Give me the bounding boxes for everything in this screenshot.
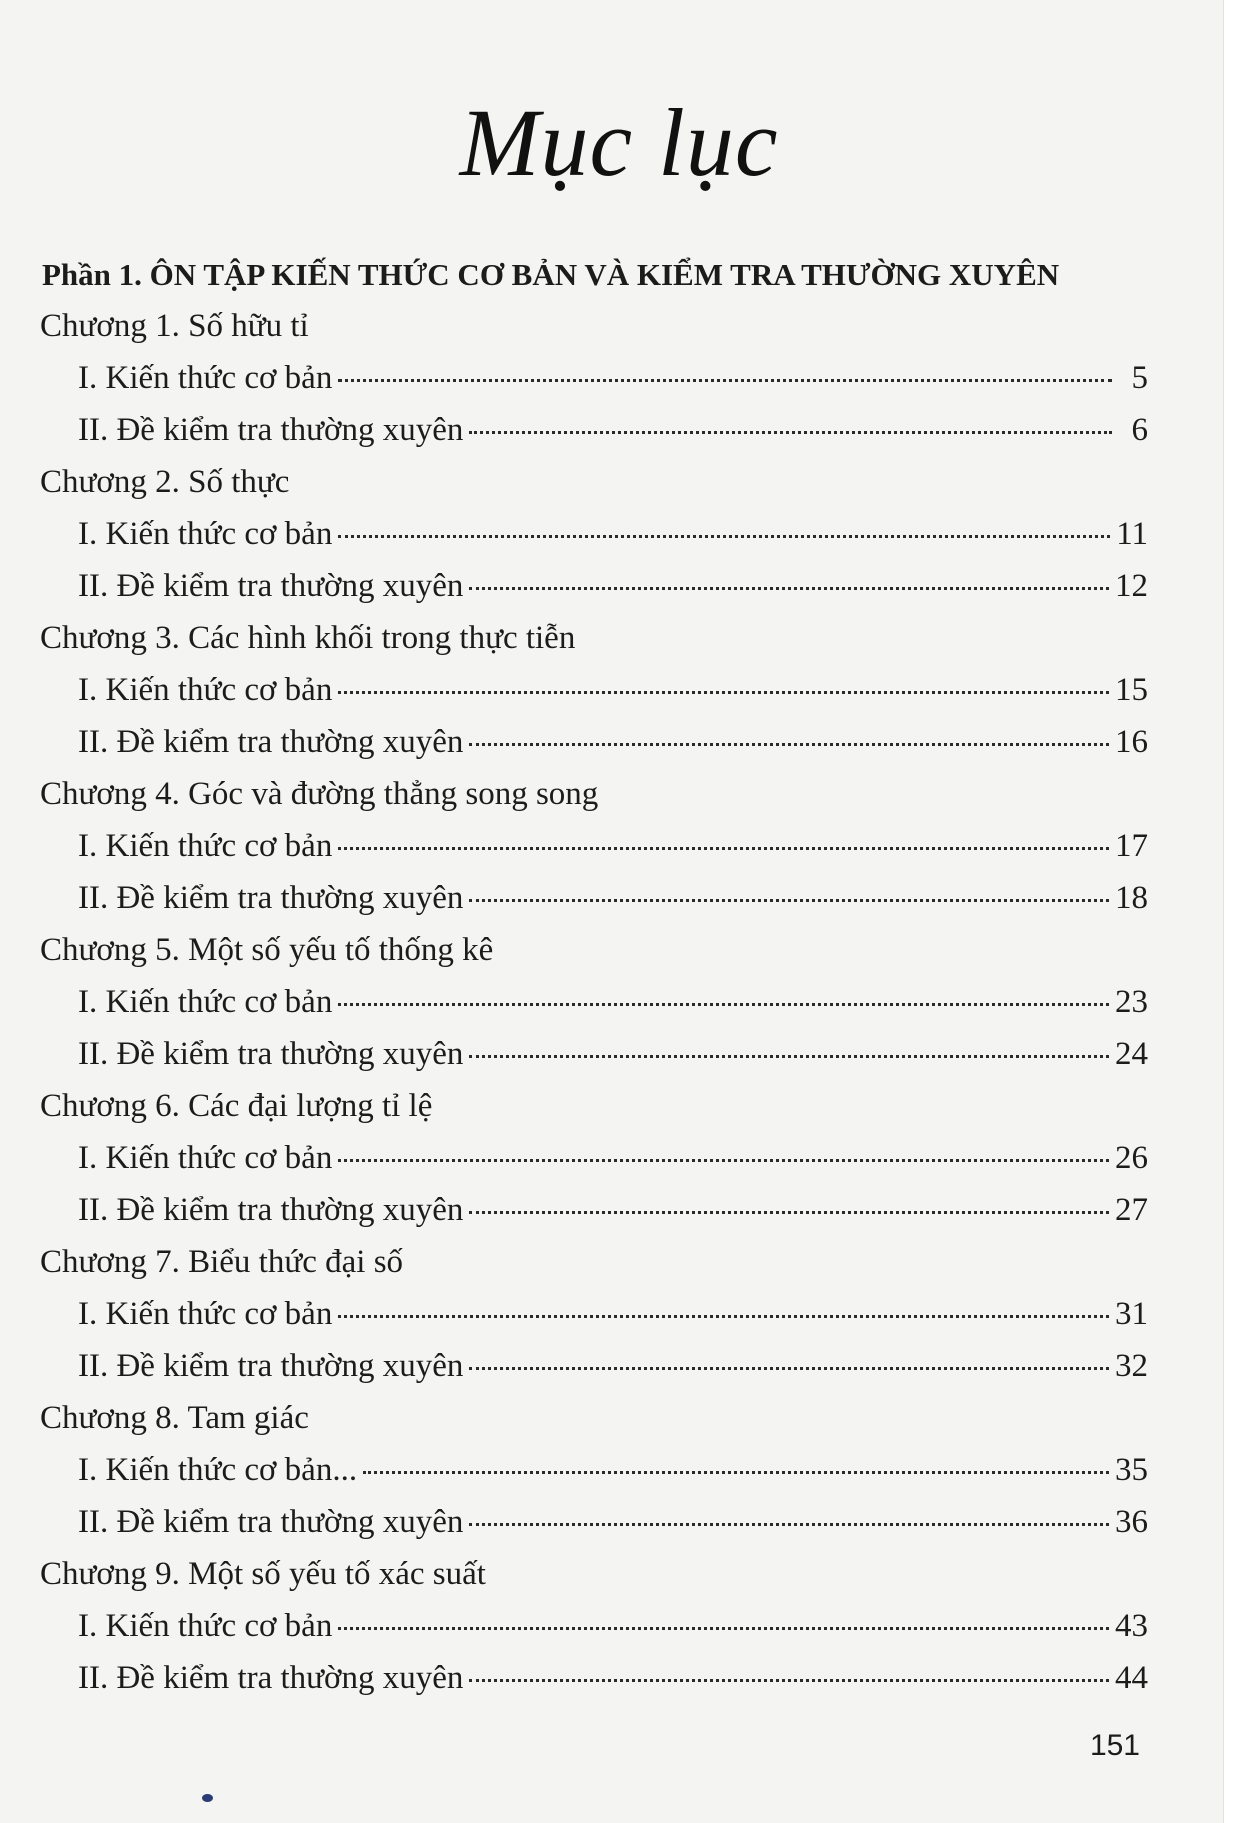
dot-leader — [338, 535, 1110, 538]
toc-entry — [78, 820, 1148, 872]
entry-page: 18 — [1115, 880, 1148, 916]
page-title: Mục lục — [459, 89, 779, 196]
entry-page: 32 — [1115, 1348, 1148, 1384]
dot-leader — [469, 899, 1109, 902]
chapter-title: Chương 8. Tam giác — [40, 1400, 309, 1436]
entry-label: II. Đề kiểm tra thường xuyên — [78, 568, 464, 604]
toc-entry — [78, 1028, 1148, 1080]
toc-entry — [78, 664, 1148, 716]
toc-entry — [78, 404, 1148, 456]
toc-entry — [78, 1652, 1148, 1704]
entry-page: 36 — [1115, 1504, 1148, 1540]
dot-leader — [338, 1627, 1109, 1630]
chapter-title: Chương 1. Số hữu tỉ — [40, 308, 309, 344]
toc-entry — [78, 1600, 1148, 1652]
entry-label: II. Đề kiểm tra thường xuyên — [78, 1192, 464, 1228]
entry-page: 12 — [1115, 568, 1148, 604]
entry-page: 44 — [1115, 1660, 1148, 1696]
entry-page: 35 — [1115, 1452, 1148, 1488]
entry-label: I. Kiến thức cơ bản — [78, 1140, 333, 1176]
page-edge — [1223, 0, 1238, 1823]
toc-entry — [78, 976, 1148, 1028]
entry-label: II. Đề kiểm tra thường xuyên — [78, 1660, 464, 1696]
entry-page: 17 — [1115, 828, 1148, 864]
dot-leader — [469, 1367, 1109, 1370]
entry-page: 6 — [1131, 412, 1148, 448]
entry-page: 5 — [1131, 360, 1148, 396]
dot-leader — [469, 1211, 1109, 1214]
entry-page: 23 — [1115, 984, 1148, 1020]
dot-leader — [469, 1523, 1109, 1526]
toc-entry — [78, 508, 1148, 560]
entry-label: I. Kiến thức cơ bản — [78, 1296, 333, 1332]
entry-label: II. Đề kiểm tra thường xuyên — [78, 1348, 464, 1384]
page-number: 151 — [1089, 1729, 1140, 1762]
entry-label: I. Kiến thức cơ bản... — [78, 1452, 358, 1488]
entry-label: II. Đề kiểm tra thường xuyên — [78, 1036, 464, 1072]
chapter-title: Chương 2. Số thực — [40, 464, 290, 500]
entry-label: II. Đề kiểm tra thường xuyên — [78, 412, 464, 448]
entry-label: II. Đề kiểm tra thường xuyên — [78, 724, 464, 760]
entry-label: I. Kiến thức cơ bản — [78, 516, 333, 552]
entry-label: II. Đề kiểm tra thường xuyên — [78, 880, 464, 916]
toc-entry — [78, 716, 1148, 768]
entry-page: 31 — [1115, 1296, 1148, 1332]
entry-page: 27 — [1115, 1192, 1148, 1228]
entry-label: II. Đề kiểm tra thường xuyên — [78, 1504, 464, 1540]
dot-leader — [469, 1679, 1109, 1682]
toc-entry — [78, 352, 1148, 404]
toc-entry — [78, 1132, 1148, 1184]
dot-leader — [469, 743, 1109, 746]
dot-leader — [469, 1055, 1109, 1058]
toc-entry — [78, 1444, 1148, 1496]
chapter-title: Chương 7. Biểu thức đại số — [40, 1244, 404, 1280]
part-heading: Phần 1. ÔN TẬP KIẾN THỨC CƠ BẢN VÀ KIỂM TRA THƯỜNG XUYÊN — [42, 257, 1060, 292]
dot-leader — [469, 587, 1109, 590]
dot-leader — [338, 1315, 1109, 1318]
entry-page: 11 — [1116, 516, 1148, 552]
entry-page: 24 — [1115, 1036, 1148, 1072]
entry-page: 43 — [1115, 1608, 1148, 1644]
entry-label: I. Kiến thức cơ bản — [78, 984, 333, 1020]
toc-entry — [78, 1288, 1148, 1340]
dot-leader — [363, 1471, 1109, 1474]
dot-leader — [338, 379, 1112, 382]
chapter-title: Chương 6. Các đại lượng tỉ lệ — [40, 1088, 433, 1124]
entry-label: I. Kiến thức cơ bản — [78, 1608, 333, 1644]
entry-label: I. Kiến thức cơ bản — [78, 360, 333, 396]
toc-entry — [78, 1184, 1148, 1236]
dot-leader — [338, 691, 1109, 694]
toc-entry — [78, 872, 1148, 924]
entry-page: 26 — [1115, 1140, 1148, 1176]
chapter-title: Chương 3. Các hình khối trong thực tiễn — [40, 620, 576, 656]
chapter-title: Chương 4. Góc và đường thẳng song song — [40, 776, 599, 812]
dot-leader — [338, 847, 1109, 850]
ink-spot — [202, 1794, 213, 1802]
dot-leader — [469, 431, 1112, 434]
chapter-title: Chương 9. Một số yếu tố xác suất — [40, 1556, 486, 1592]
dot-leader — [338, 1159, 1109, 1162]
entry-page: 15 — [1115, 672, 1148, 708]
entry-label: I. Kiến thức cơ bản — [78, 672, 333, 708]
chapter-title: Chương 5. Một số yếu tố thống kê — [40, 932, 494, 968]
entry-label: I. Kiến thức cơ bản — [78, 828, 333, 864]
toc-entry — [78, 560, 1148, 612]
toc-entry — [78, 1496, 1148, 1548]
dot-leader — [338, 1003, 1109, 1006]
entry-page: 16 — [1115, 724, 1148, 760]
toc-entry — [78, 1340, 1148, 1392]
